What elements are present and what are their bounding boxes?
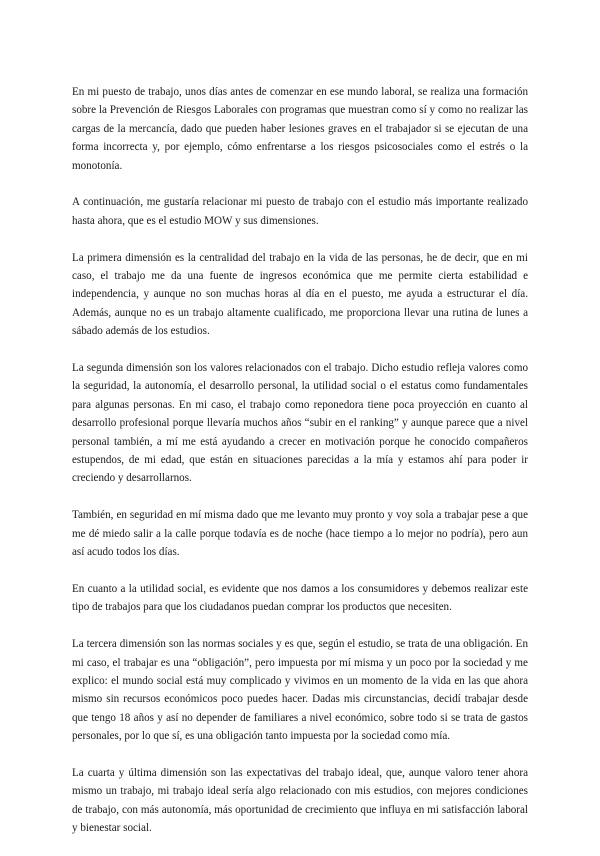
paragraph-5: También, en seguridad en mí misma dado que me levanto muy pronto y voy sola a trabajar pese a que me dé miedo salir a la calle porque todavía es de noche (hace tiempo a lo mejor no podría), pero aun así acudo todos los días. [72, 509, 528, 559]
paragraph-7: La tercera dimensión son las normas sociales y es que, según el estudio, se trata de una obligación. En mi caso, el trabajar es una “obligación”, pero impuesta por mí misma y un poco por la sociedad y me explico: el mundo social está muy complicado y vivimos en un momento de la vida en las que ahora mismo sin recursos económicos poco puedes hacer. Dadas mis circunstancias, decidí trabajar desde que tengo 18 años y así no depender de familiares a nivel económico, sobre todo si se trata de gastos personales, por lo que sí, es una obligación tanto impuesta por la sociedad como mía. [72, 638, 528, 743]
paragraph-2: A continuación, me gustaría relacionar mi puesto de trabajo con el estudio más importante realizado hasta ahora, que es el estudio MOW y sus dimensiones. [72, 196, 528, 227]
paragraph-4: La segunda dimensión son los valores relacionados con el trabajo. Dicho estudio refleja valores como la seguridad, la autonomía, el desarrollo personal, la utilidad social o el estatus como fundamentales para algunas personas. En mi caso, el trabajo como reponedora tiene poca proyección en cuanto al desarrollo profesional porque llevaría muchos años “subir en el ranking” y aunque parece que a nivel personal también, a mí me está ayudando a crecer en motivación porque he conocido compañeros estupendos, de mi edad, que están en situaciones parecidas a la mía y estamos ahí para poder ir creciendo y desarrollarnos. [72, 362, 528, 485]
document-body [72, 83, 528, 856]
paragraph-3: La primera dimensión es la centralidad del trabajo en la vida de las personas, he de decir, que en mi caso, el trabajo me da una fuente de ingresos económica que me permite cierta estabilidad e independencia, y aunque no son muchas horas al día en el puesto, me ayuda a estructurar el día. Además, aunque no es un trabajo altamente cualificado, me proporciona llevar una rutina de lunes a sábado además de los estudios. [72, 251, 528, 338]
paragraph-1: En mi puesto de trabajo, unos días antes de comenzar en ese mundo laboral, se realiza una formación sobre la Prevención de Riesgos Laborales con programas que muestran como sí y como no realizar las cargas de la mercancía, dado que pueden haber lesiones graves en el trabajador si se ejecutan de una forma incorrecta y, por ejemplo, cómo enfrentarse a los riesgos psicosociales como el estrés o la monotonía. [72, 86, 528, 172]
paragraph-6: En cuanto a la utilidad social, es evidente que nos damos a los consumidores y debemos realizar este tipo de trabajos para que los ciudadanos puedan comprar los productos que necesiten. [72, 582, 528, 614]
paragraph-8: La cuarta y última dimensión son las expectativas del trabajo ideal, que, aunque valoro tener ahora mismo un trabajo, mi trabajo ideal sería algo relacionado con mis estudios, con mejores condiciones de trabajo, con más autonomía, más oportunidad de crecimiento que influya en mi satisfacción laboral y bienestar social. [72, 766, 528, 835]
